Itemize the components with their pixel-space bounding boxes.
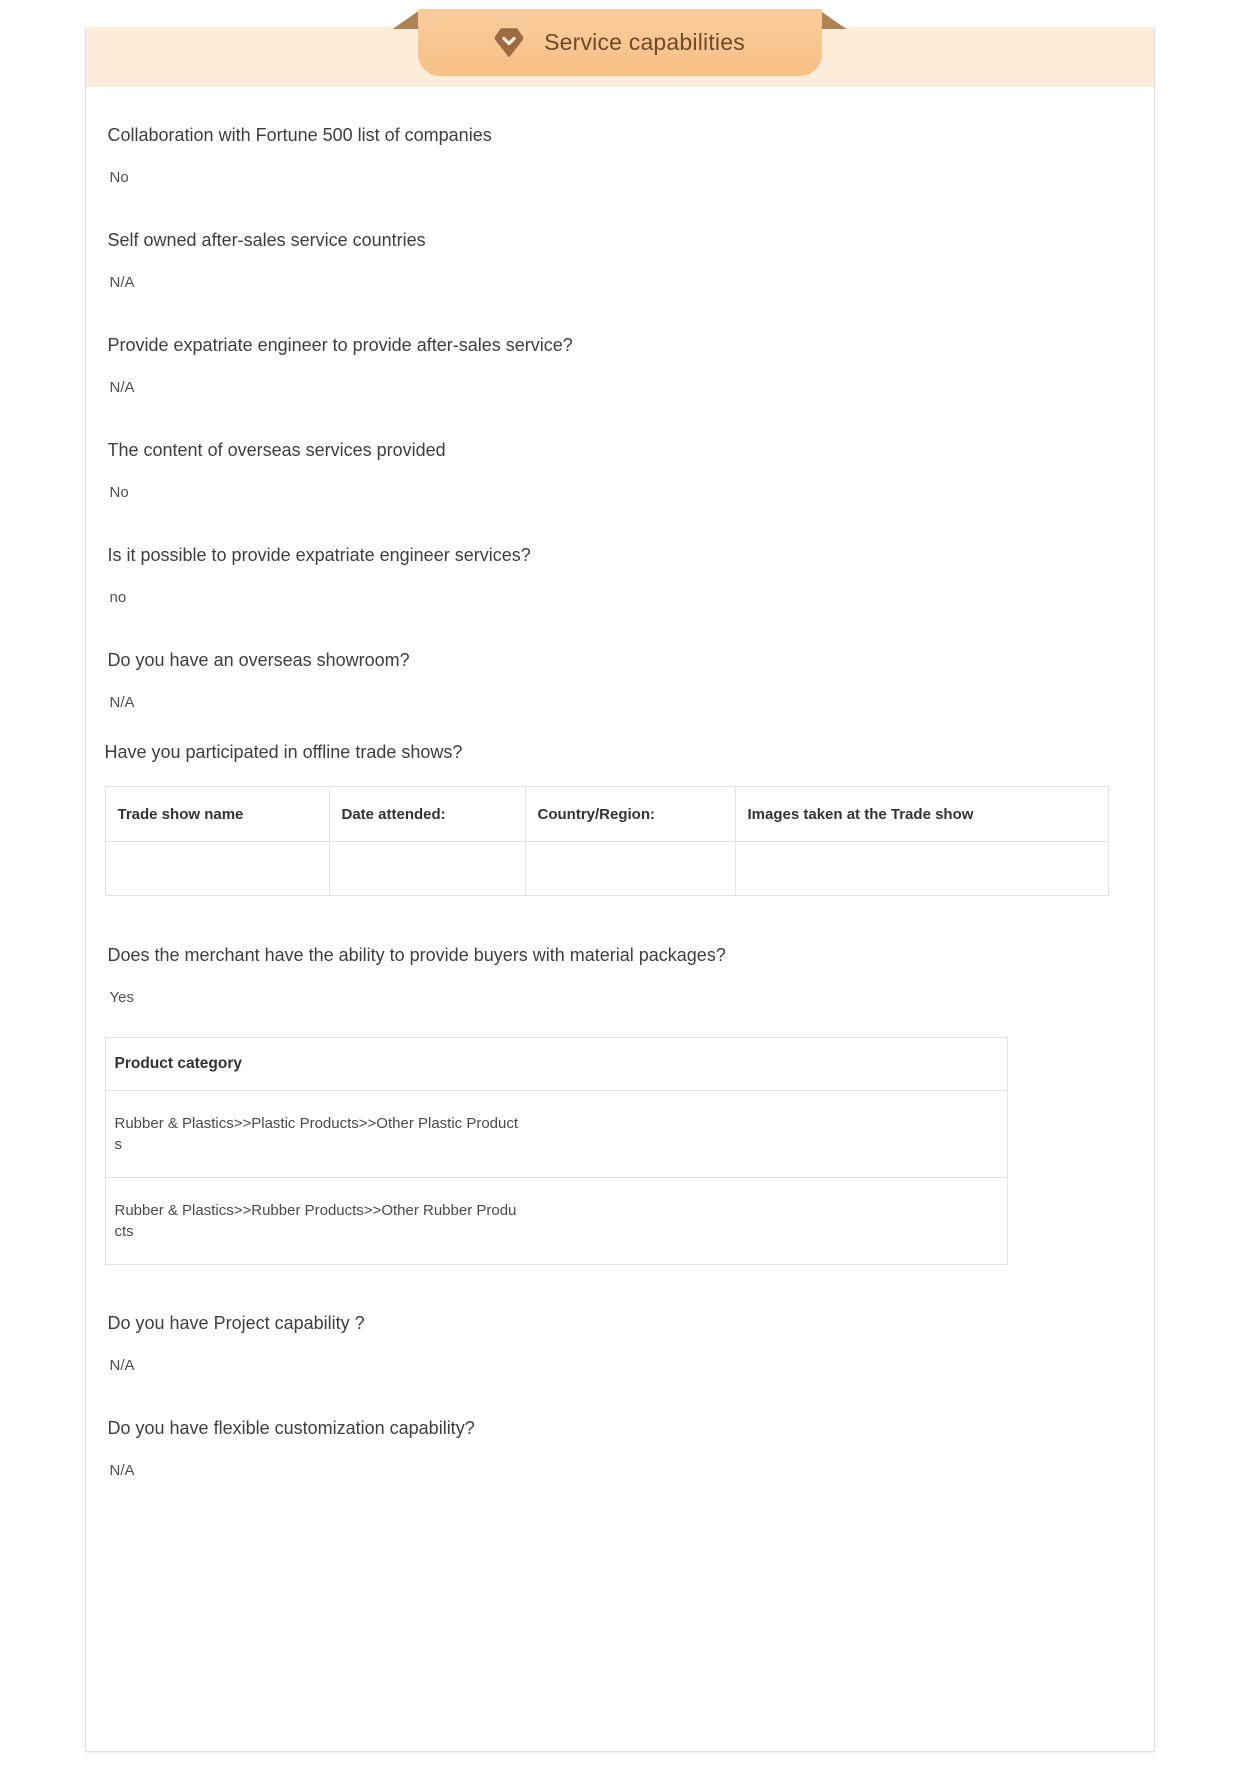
product-category-cell [105,1091,1007,1178]
qa-group [86,230,1154,291]
question-text: Do you have an overseas showroom? [107,650,410,670]
table-cell [525,842,735,896]
qa-group [86,1418,1154,1479]
qa-group [86,440,1154,501]
table-header-cell: Images taken at the Trade show [735,787,1108,842]
product-category-header: Product category [105,1038,1007,1091]
table-row [105,1178,1007,1265]
ribbon-fold-right [821,11,847,29]
qa-group [86,650,1154,711]
gem-chevron-badge-icon [494,27,524,58]
section-content [86,87,1154,1751]
table-row [105,842,1108,896]
service-capabilities-card [85,27,1155,1752]
answer-text: N/A [109,379,135,396]
section-ribbon [418,9,822,76]
qa-group [86,1313,1154,1374]
product-category-cell [105,1178,1007,1265]
answer-text: N/A [109,1357,135,1374]
question-text: Collaboration with Fortune 500 list of companies [107,125,492,145]
table-header-cell: Country/Region: [525,787,735,842]
table-header-row [105,1038,1007,1091]
question-text: Do you have flexible customization capability? [107,1418,475,1438]
question-text: Provide expatriate engineer to provide after-sales service? [107,335,573,355]
ribbon-fold-left [393,11,419,29]
product-category-text: Rubber & Plastics>>Rubber Products>>Other Rubber Products [114,1202,517,1240]
question-text: Do you have Project capability ? [107,1313,365,1333]
product-category-table [105,1037,1008,1265]
answer-text: No [109,484,129,501]
table-cell [735,842,1108,896]
qa-group [86,335,1154,396]
trade-show-table [105,786,1109,896]
answer-text: No [109,169,129,186]
question-text: Self owned after-sales service countries [107,230,426,250]
table-row [105,1091,1007,1178]
qa-group [86,945,1154,1006]
table-header-cell: Date attended: [329,787,525,842]
question-text: The content of overseas services provided [107,440,446,460]
qa-group [86,125,1154,186]
section-title: Service capabilities [544,29,745,55]
question-text: Have you participated in offline trade shows? [104,742,463,762]
question-text: Is it possible to provide expatriate engineer services? [107,545,531,565]
product-category-text: Rubber & Plastics>>Plastic Products>>Other Plastic Products [114,1115,519,1153]
answer-text: Yes [109,989,134,1006]
table-cell [105,842,329,896]
answer-text: no [109,589,127,606]
table-header-row [105,787,1108,842]
answer-text: N/A [109,1462,135,1479]
answer-text: N/A [109,274,135,291]
section-banner [86,27,1154,87]
question-text: Does the merchant have the ability to provide buyers with material packages? [107,945,726,965]
table-header-cell: Trade show name [105,787,329,842]
qa-group [86,545,1154,606]
qa-group [86,742,1154,763]
answer-text: N/A [109,694,135,711]
table-cell [329,842,525,896]
